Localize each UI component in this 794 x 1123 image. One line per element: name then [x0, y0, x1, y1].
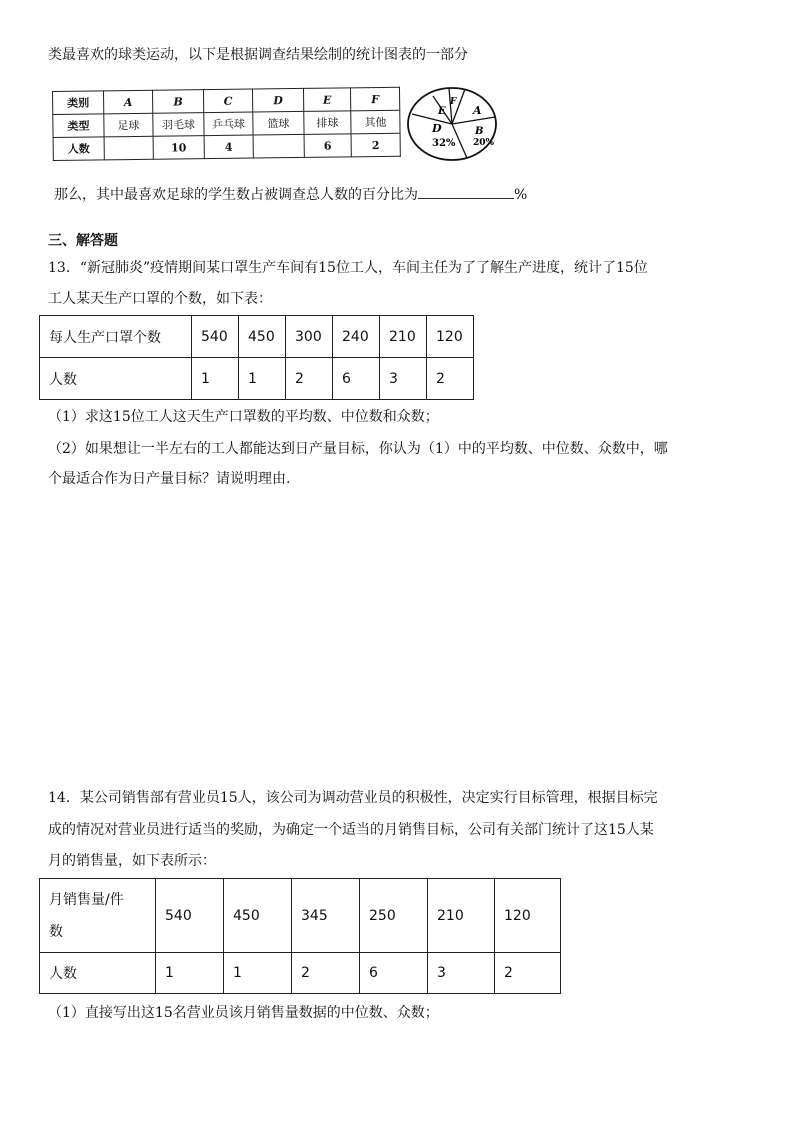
- survey-cell: [104, 136, 153, 160]
- survey-cell: D: [252, 88, 303, 112]
- table-cell: 300: [286, 316, 333, 358]
- question-12-text: [54, 183, 527, 205]
- survey-cell: 6: [304, 134, 351, 158]
- pie-label-a: A: [473, 104, 482, 117]
- pie-divider: [452, 117, 495, 124]
- table-cell: 120: [427, 316, 474, 358]
- survey-cell: 2: [351, 133, 400, 157]
- survey-cell: 排球: [304, 111, 351, 135]
- table-row: [40, 358, 474, 400]
- table-cell: 345: [292, 879, 360, 953]
- pie-label-e: E: [438, 106, 446, 117]
- pie-label-b: B: [475, 126, 484, 137]
- table-cell: 人数: [40, 358, 192, 400]
- q14-part-1: （1）直接写出这15名营业员该月销售量数据的中位数、众数；: [48, 1005, 439, 1021]
- intro-line: 类最喜欢的球类运动，以下是根据调查结果绘制的统计图表的一部分: [48, 47, 468, 63]
- table-cell: 6: [360, 953, 428, 994]
- survey-row-count: [53, 133, 400, 160]
- survey-cell: 10: [153, 136, 204, 160]
- survey-cell: 类型: [53, 114, 104, 138]
- answer-blank: [418, 183, 514, 199]
- table-cell: 1: [239, 358, 286, 400]
- table-cell: 210: [428, 879, 495, 953]
- header-label-line-2: 数: [49, 923, 63, 940]
- pie-label-f: F: [450, 97, 457, 107]
- table-cell: 450: [239, 316, 286, 358]
- survey-cell: [253, 134, 304, 158]
- pie-value-b: 20%: [473, 138, 495, 148]
- table-cell: 人数: [40, 953, 156, 994]
- table-cell: 250: [360, 879, 428, 953]
- q13-part-1: （1）求这15位工人这天生产口罩数的平均数、中位数和众数；: [48, 409, 439, 425]
- table-cell: 540: [156, 879, 224, 953]
- table-cell: 2: [286, 358, 333, 400]
- table-cell: 1: [192, 358, 239, 400]
- question-12-prompt: 那么，其中最喜欢足球的学生数占被调查总人数的百分比为: [54, 187, 418, 203]
- survey-cell: B: [152, 90, 203, 114]
- survey-cell: F: [350, 87, 399, 111]
- table-cell: 3: [428, 953, 495, 994]
- survey-cell: E: [303, 88, 350, 112]
- q13-line-1: 13．“新冠肺炎”疫情期间某口罩生产车间有15位工人，车间主任为了了解生产进度，统计了15位: [48, 260, 648, 276]
- survey-cell: 篮球: [253, 111, 304, 135]
- q13-part-2-line-2: 个最适合作为日产量目标？请说明理由.: [48, 471, 291, 487]
- header-label-line-1: 月销售量/件: [49, 891, 124, 908]
- table-cell: 240: [333, 316, 380, 358]
- q14-line-2: 成的情况对营业员进行适当的奖励，为确定一个适当的月销售目标，公司有关部门统计了这15人某: [48, 822, 654, 838]
- table-cell: 1: [224, 953, 292, 994]
- survey-cell: 羽毛球: [153, 113, 204, 137]
- table-cell: 6: [333, 358, 380, 400]
- pie-label-d: D: [432, 122, 442, 135]
- table-row: [40, 953, 561, 994]
- survey-cell: A: [104, 90, 153, 114]
- survey-cell: C: [203, 89, 252, 113]
- table-cell: 2: [427, 358, 474, 400]
- q14-line-3: 月的销售量，如下表所示：: [48, 853, 216, 869]
- table-cell: 2: [292, 953, 360, 994]
- survey-cell: 类别: [53, 91, 104, 115]
- survey-cell: 人数: [53, 137, 104, 161]
- section-heading: 三、解答题: [48, 233, 118, 249]
- survey-cell: 乒乓球: [204, 112, 253, 136]
- q13-line-2: 工人某天生产口罩的个数，如下表：: [48, 291, 272, 307]
- table-cell: 210: [380, 316, 427, 358]
- table-cell: 120: [495, 879, 561, 953]
- table-cell: 3: [380, 358, 427, 400]
- table-row: [40, 316, 474, 358]
- table-cell: 450: [224, 879, 292, 953]
- question-12-unit: %: [514, 187, 528, 203]
- table-row: [40, 879, 561, 953]
- survey-cell: 足球: [104, 113, 153, 137]
- survey-table: [52, 87, 401, 161]
- table-cell: 1: [156, 953, 224, 994]
- q13-part-2-line-1: （2）如果想让一半左右的工人都能达到日产量目标，你认为（1）中的平均数、中位数、众数中，哪: [48, 441, 668, 457]
- survey-cell: 4: [204, 135, 253, 159]
- survey-cell: 其他: [351, 110, 400, 134]
- table-header-cell: [40, 879, 156, 953]
- pie-value-d: 32%: [432, 138, 456, 149]
- q14-table: [39, 878, 561, 994]
- q13-table: [39, 315, 474, 400]
- table-cell: 2: [495, 953, 561, 994]
- pie-chart: [405, 84, 515, 164]
- table-cell: 每人生产口罩个数: [40, 316, 192, 358]
- table-cell: 540: [192, 316, 239, 358]
- q14-line-1: 14．某公司销售部有营业员15人，该公司为调动营业员的积极性，决定实行目标管理，根据目标完: [48, 790, 658, 806]
